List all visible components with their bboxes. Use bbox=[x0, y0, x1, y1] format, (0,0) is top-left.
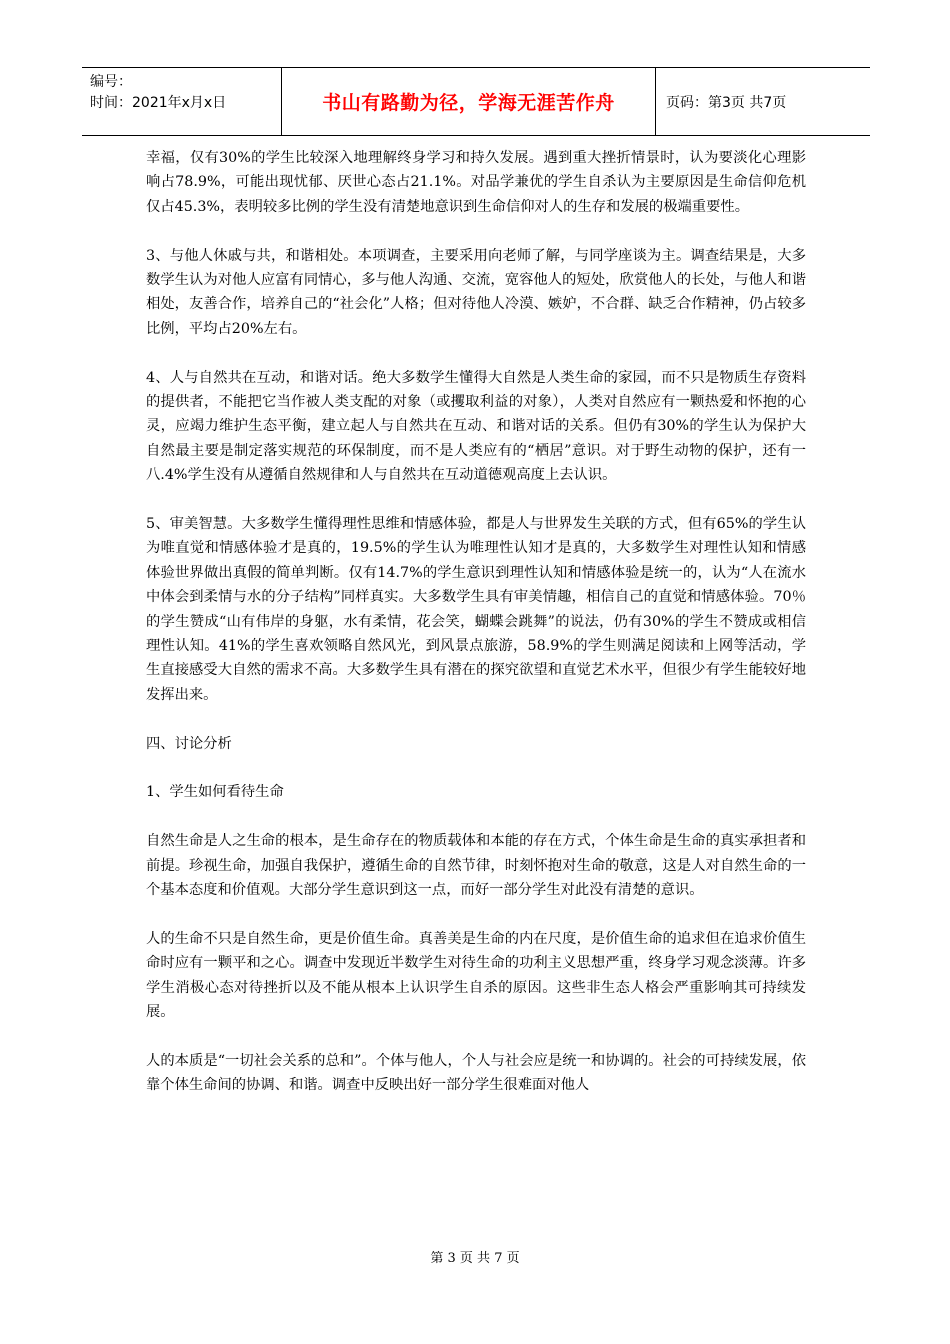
header-motto: 书山有路勤为径，学海无涯苦作舟 bbox=[282, 68, 656, 135]
paragraph: 3、与他人休戚与共，和谐相处。本项调查，主要采用向老师了解，与同学座谈为主。调查结果是，大多数学生认为对他人应富有同情心，多与他人沟通、交流，宽容他人的短处，欣赏他人的长处，与他人和谐相处，友善合作，培养自己的“社会化”人格；但对待他人冷漠、嫉妒，不合群、缺乏合作精神，仍占较多比例，平均占20%左右。 bbox=[146, 247, 806, 337]
paragraph: 人的生命不只是自然生命，更是价值生命。真善美是生命的内在尺度，是价值生命的追求但在追求价值生命时应有一颗平和之心。调查中发现近半数学生对待生命的功利主义思想严重，终身学习观念淡薄。许多学生消极心态对待挫折以及不能从根本上认识学生自杀的原因。这些非生态人格会严重影响其可持续发展。 bbox=[146, 930, 806, 1021]
date-line: 时间：2021年x月x日 bbox=[90, 95, 227, 111]
page-footer: 第 3 页 共 7 页 bbox=[430, 1251, 520, 1266]
doc-number-label: 编号： bbox=[90, 74, 132, 90]
paragraph: 幸福，仅有30%的学生比较深入地理解终身学习和持久发展。遇到重大挫折情景时，认为要淡化心理影响占78.9%，可能出现忧郁、厌世心态占21.1%。对品学兼优的学生自杀认为主要原因是生命信仰危机仅占45.3%，表明较多比例的学生没有清楚地意识到生命信仰对人的生存和发展的极端重要性。 bbox=[146, 150, 806, 215]
page-header bbox=[82, 67, 870, 136]
paragraph: 自然生命是人之生命的根本，是生命存在的物质载体和本能的存在方式，个体生命是生命的真实承担者和前提。珍视生命，加强自我保护，遵循生命的自然节律，时刻怀抱对生命的敬意，这是人对自然生命的一个基本态度和价值观。大部分学生意识到这一点，而好一部分学生对此没有清楚的意识。 bbox=[146, 833, 806, 899]
header-page-info: 页码：第3页 共7页 bbox=[666, 94, 787, 111]
subsection-heading: 1、学生如何看待生命 bbox=[146, 784, 284, 801]
paragraph: 4、人与自然共在互动，和谐对话。绝大多数学生懂得大自然是人类生命的家园，而不只是物质生存资料的提供者，不能把它当作被人类支配的对象（或攫取利益的对象），人类对自然应有一颗热爱和怀抱的心灵，应竭力维护生态平衡，建立起人与自然共在互动、和谐对话的关系。但仍有30%的学生认为保护大自然最主要是制定落实规范的环保制度，而不是人类应有的“栖居”意识。对于野生动物的保护，还有一八.4%学生没有从遵循自然规律和人与自然共在互动道德观高度上去认识。 bbox=[146, 369, 806, 484]
section-heading: 四、讨论分析 bbox=[146, 735, 232, 752]
document-body bbox=[146, 146, 806, 1122]
paragraph: 人的本质是“一切社会关系的总和”。个体与他人，个人与社会应是统一和协调的。社会的可持续发展，依靠个体生命间的协调、和谐。调查中反映出好一部分学生很难面对他人 bbox=[146, 1052, 806, 1094]
paragraph: 5、审美智慧。大多数学生懂得理性思维和情感体验，都是人与世界发生关联的方式，但有65%的学生认为唯直觉和情感体验才是真的，19.5%的学生认为唯理性认知才是真的，大多数学生对理性认知和情感体验世界做出真假的简单判断。仅有14.7%的学生意识到理性认知和情感体验是统一的，认为“人在流水中体会到柔情与水的分子结构”同样真实。大多数学生具有审美情趣，相信自己的直觉和情感体验。70％的学生赞成“山有伟岸的身躯，水有柔情，花会笑，蝴蝶会跳舞”的说法，仍有30%的学生不赞成或相信理性认知。41%的学生喜欢领略自然风光，到风景点旅游，58.9%的学生则满足阅读和上网等活动，学生直接感受大自然的需求不高。大多数学生具有潜在的探究欲望和直觉艺术水平，但很少有学生能较好地发挥出来。 bbox=[146, 516, 806, 703]
header-meta bbox=[82, 68, 282, 135]
